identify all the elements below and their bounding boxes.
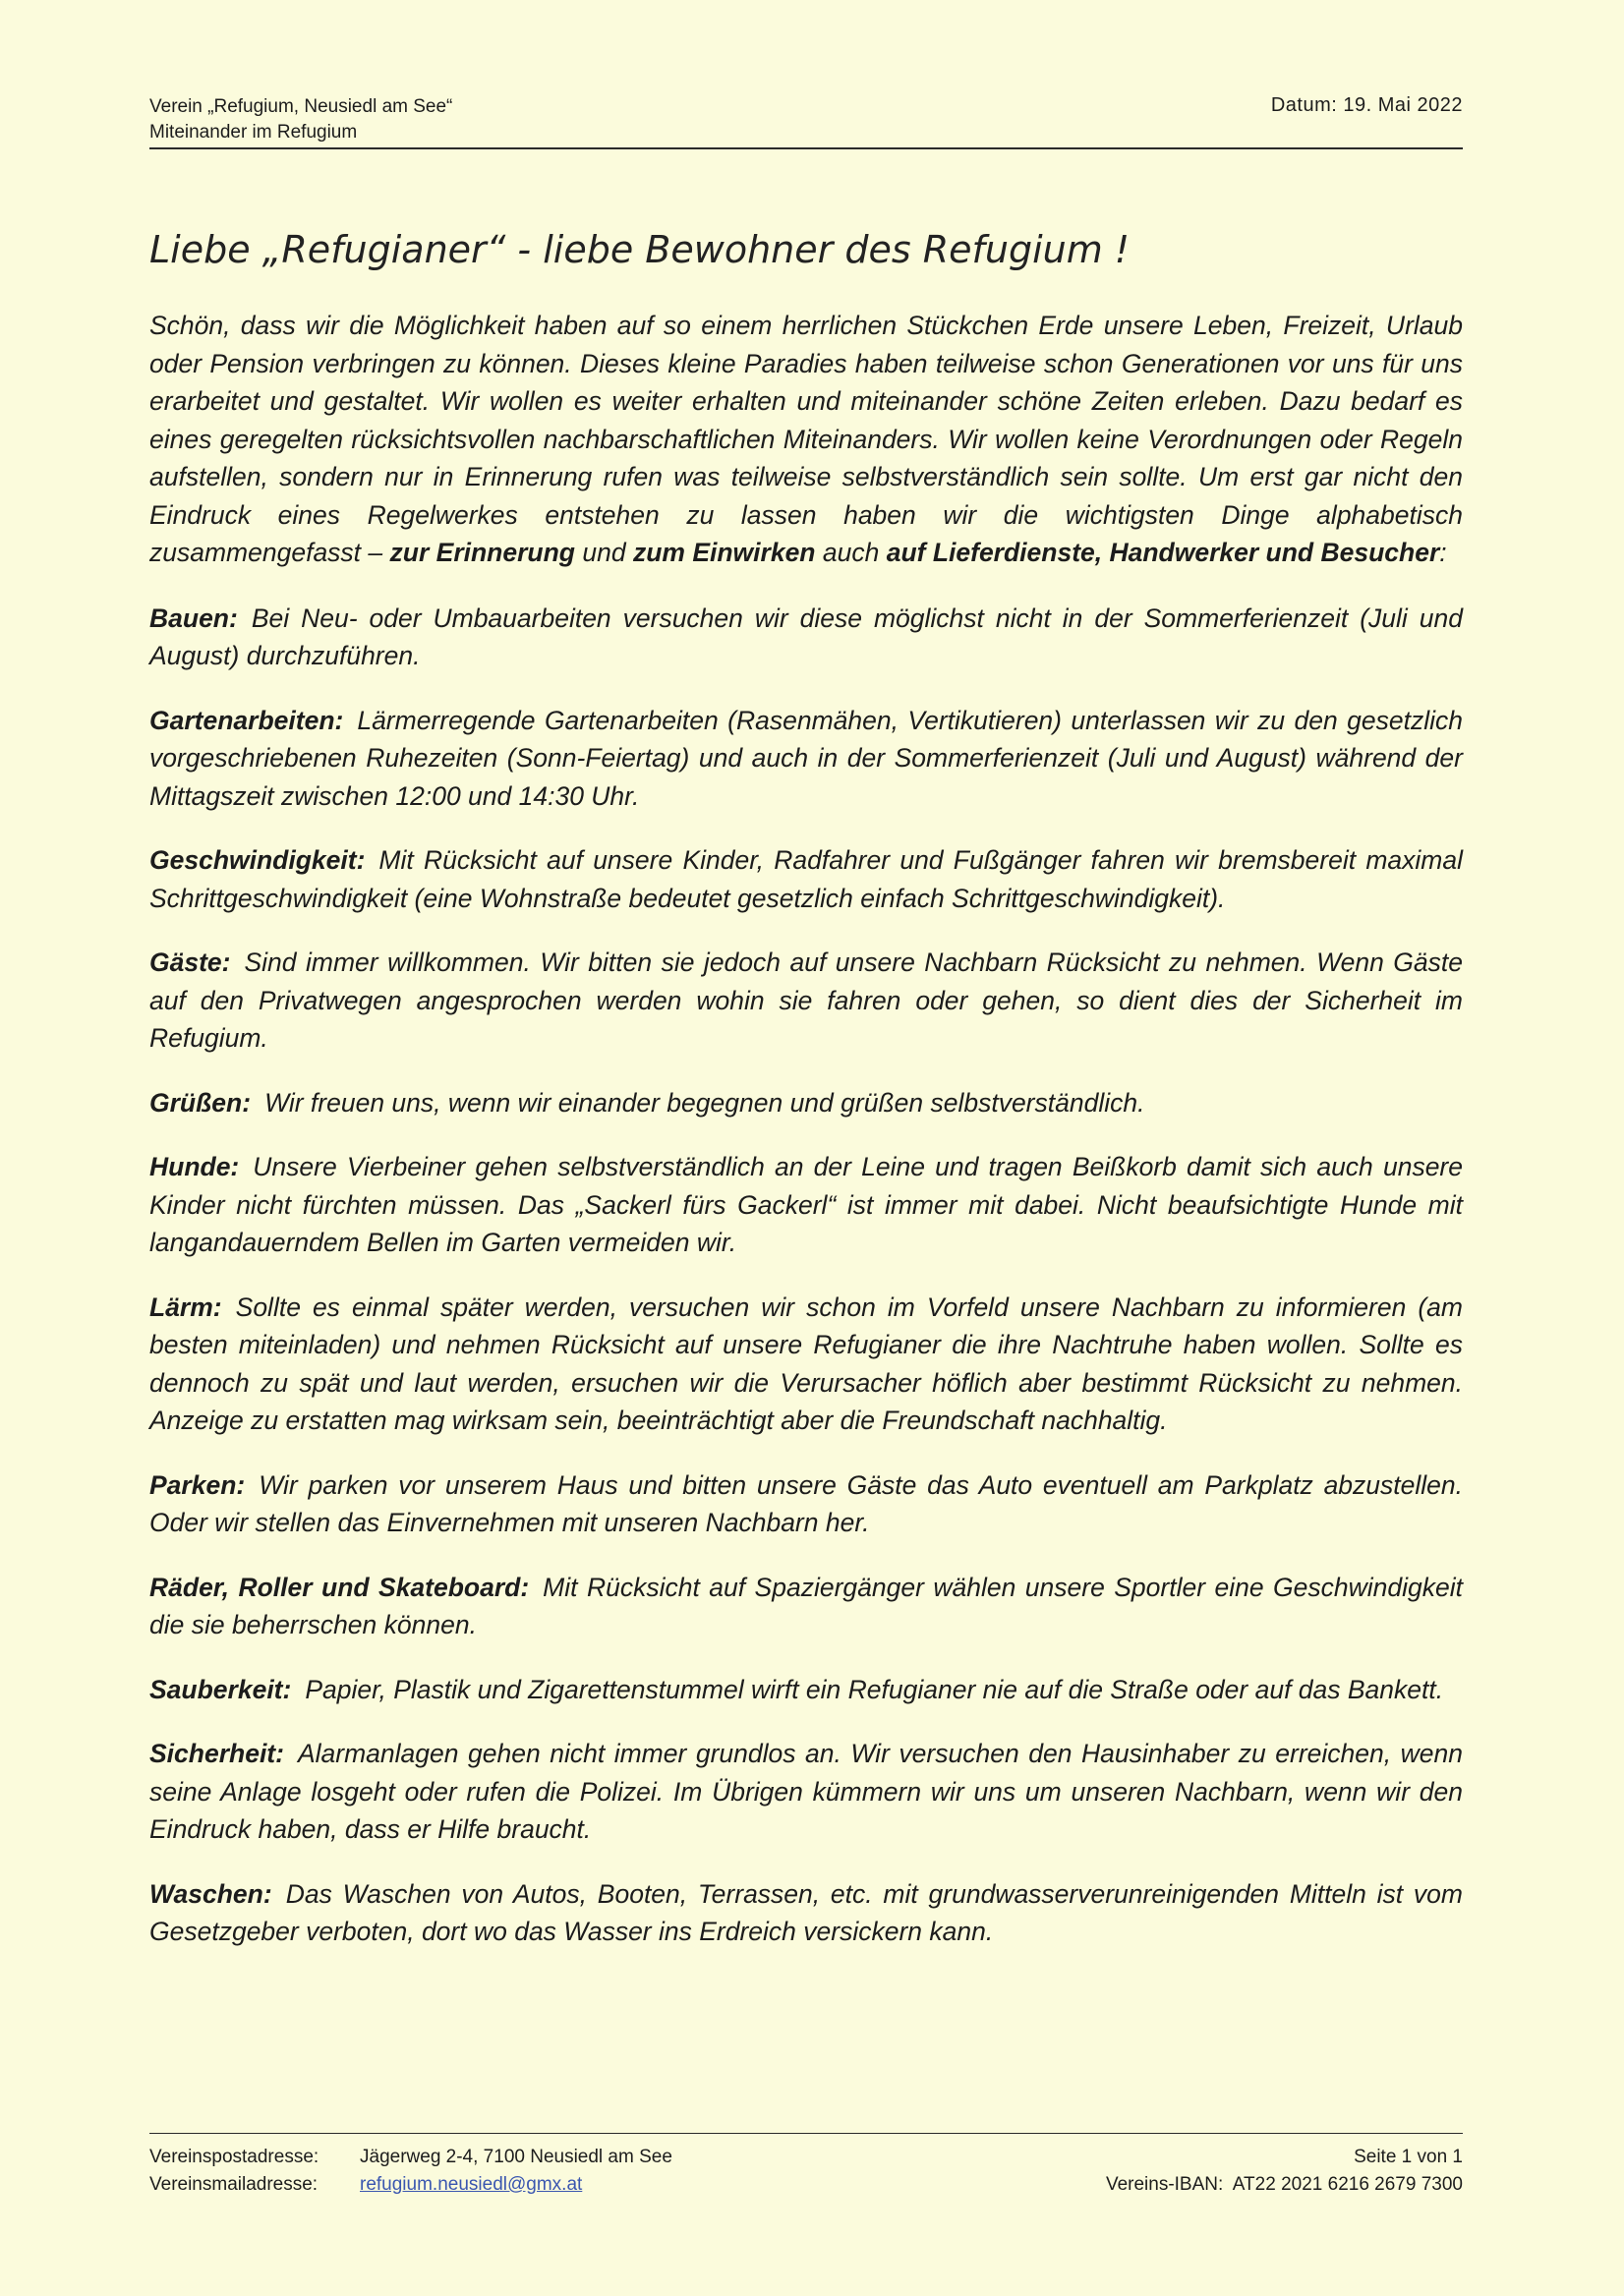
intro-end: : (1439, 538, 1447, 567)
section-text: Wir parken vor unserem Haus und bitten unsere Gäste das Auto eventuell am Parkplatz abzustellen. Oder wir stellen das Einvernehmen mit unseren Nachbarn her. (149, 1469, 1463, 1537)
organization-motto: Miteinander im Refugium (149, 122, 358, 143)
page-number: Seite 1 von 1 (1354, 2147, 1463, 2167)
section-text: Das Waschen von Autos, Booten, Terrassen, etc. mit grundwasserverunreinigenden Mitteln ist vom Gesetzgeber verboten, dort wo das Wasser ins Erdreich versickern kann. (149, 1878, 1463, 1946)
section-term: Hunde: (149, 1152, 240, 1181)
mail-label: Vereinsmailadresse: (149, 2174, 319, 2195)
section-text: Alarmanlagen gehen nicht immer grundlos an. Wir versuchen den Hausinhaber zu erreichen, wenn seine Anlage losgeht oder rufen die Polizei. Im Übrigen kümmern wir uns um unseren Nachbarn, wenn wir den Eindruck haben, dass er Hilfe braucht. (149, 1739, 1463, 1844)
intro-emphasis-1: zur Erinnerung (389, 538, 575, 567)
footer-meta (1106, 2144, 1463, 2199)
section-term: Bauen: (149, 603, 238, 633)
postal-address-row (149, 2144, 672, 2171)
section-term: Grüßen: (149, 1087, 252, 1118)
iban-value: AT22 2021 6216 2679 7300 (1232, 2174, 1463, 2195)
intro-emphasis-2: zum Einwirken (632, 538, 816, 567)
section-term: Parken: (149, 1469, 246, 1500)
section-text: Sind immer willkommen. Wir bitten sie jedoch auf unsere Nachbarn Rücksicht zu nehmen. Wenn Gäste auf den Privatwegen angesprochen werden wohin sie fahren oder gehen, so dient dies der Sicherheit im Refugium. (149, 947, 1463, 1053)
section-raeder (149, 1569, 1463, 1644)
mail-address-row (149, 2171, 672, 2199)
iban-label: Vereins-IBAN: (1105, 2174, 1224, 2195)
section-text: Mit Rücksicht auf Spaziergänger wählen unsere Sportler eine Geschwindigkeit die sie beherrschen können. (149, 1572, 1463, 1639)
section-geschwindigkeit (149, 841, 1463, 917)
section-gaeste (149, 944, 1463, 1058)
section-text: Sollte es einmal später werden, versuchen wir schon im Vorfeld unsere Nachbarn zu informieren (am besten miteinladen) und nehmen Rücksicht auf unsere Refugianer die ihre Nachtruhe haben wollen. Sollte es dennoch zu spät und laut werden, ersuchen wir die Verursacher höflich aber bestimmt Rücksicht zu nehmen. Anzeige zu erstatten mag wirksam sein, beeinträchtigt aber die Freundschaft nachhaltig. (149, 1292, 1463, 1435)
footer-contact (149, 2144, 672, 2199)
section-term: Waschen: (149, 1878, 272, 1909)
letter-title: Liebe „Refugianer“ - liebe Bewohner des Refugium ! (149, 228, 1131, 271)
section-sicherheit (149, 1735, 1463, 1849)
section-text: Mit Rücksicht auf unsere Kinder, Radfahrer und Fußgänger fahren wir bremsbereit maximal Schrittgeschwindigkeit (eine Wohnstraße bedeutet gesetzlich einfach Schrittgeschwindigkeit). (149, 845, 1463, 913)
section-term: Gäste: (149, 947, 231, 977)
section-gartenarbeiten (149, 702, 1463, 816)
postal-label: Vereinspostadresse: (149, 2147, 319, 2167)
section-laerm (149, 1289, 1463, 1440)
section-term: Lärm: (149, 1292, 222, 1322)
letter-header (149, 90, 1463, 149)
section-text: Lärmerregende Gartenarbeiten (Rasenmähen, Vertikutieren) unterlassen wir zu den gesetzlich vorgeschriebenen Ruhezeiten (Sonn-Feiertag) und auch in der Sommerferienzeit (Juli und August) während der Mittagszeit zwischen 12:00 und 14:30 Uhr. (149, 705, 1463, 811)
section-text: Bei Neu- oder Umbauarbeiten versuchen wir diese möglichst nicht in der Sommerferienzeit (Juli und August) durchzuführen. (149, 603, 1463, 670)
section-bauen (149, 600, 1463, 675)
letter-footer (149, 2133, 1463, 2195)
section-waschen (149, 1875, 1463, 1951)
intro-connector-1: und (582, 538, 626, 567)
section-term: Sicherheit: (149, 1739, 284, 1768)
postal-address: Jägerweg 2-4, 7100 Neusiedl am See (360, 2147, 672, 2167)
section-text: Unsere Vierbeiner gehen selbstverständlich an der Leine und tragen Beißkorb damit sich auch unsere Kinder nicht fürchten müssen. Das „Sackerl fürs Gackerl“ ist immer mit dabei. Nicht beaufsichtigte Hunde mit langandauerndem Bellen im Garten vermeiden wir. (149, 1152, 1463, 1257)
organization-block (149, 94, 452, 145)
email-link[interactable]: refugium.neusiedl@gmx.at (360, 2174, 583, 2195)
letter-body (149, 307, 1463, 1978)
section-term: Räder, Roller und Skateboard: (149, 1572, 530, 1602)
intro-paragraph (149, 307, 1463, 572)
section-sauberkeit (149, 1671, 1463, 1709)
section-parken (149, 1466, 1463, 1542)
section-term: Sauberkeit: (149, 1674, 292, 1704)
intro-text: Schön, dass wir die Möglichkeit haben auf so einem herrlichen Stückchen Erde unsere Leben, Freizeit, Urlaub oder Pension verbringen zu können. Dieses kleine Paradies haben teilweise schon Generationen vor uns für uns erarbeitet und gestaltet. Wir wollen es weiter erhalten und miteinander schöne Zeiten erleben. Dazu bedarf es eines geregelten rücksichtsvollen nachbarschaftlichen Miteinanders. Wir wollen keine Verordnungen oder Regeln aufstellen, sondern nur in Erinnerung rufen was teilweise selbstverständlich sein sollte. Um erst gar nicht den Eindruck eines Regelwerkes entstehen zu lassen haben wir die wichtigsten Dinge alphabetisch zusammengefasst – (149, 311, 1463, 567)
section-text: Papier, Plastik und Zigarettenstummel wirft ein Refugianer nie auf die Straße oder auf das Bankett. (305, 1674, 1444, 1704)
intro-connector-2: auch (822, 538, 880, 567)
section-gruessen (149, 1084, 1463, 1122)
letter-date: Datum: 19. Mai 2022 (1270, 94, 1463, 116)
section-hunde (149, 1148, 1463, 1262)
section-text: Wir freuen uns, wenn wir einander begegnen und grüßen selbstverständlich. (264, 1087, 1145, 1118)
intro-emphasis-3: auf Lieferdienste, Handwerker und Besucher (886, 538, 1440, 567)
section-term: Geschwindigkeit: (149, 845, 366, 875)
organization-name: Verein „Refugium, Neusiedl am See“ (149, 96, 453, 117)
section-term: Gartenarbeiten: (149, 705, 344, 735)
iban-row (1106, 2171, 1463, 2199)
